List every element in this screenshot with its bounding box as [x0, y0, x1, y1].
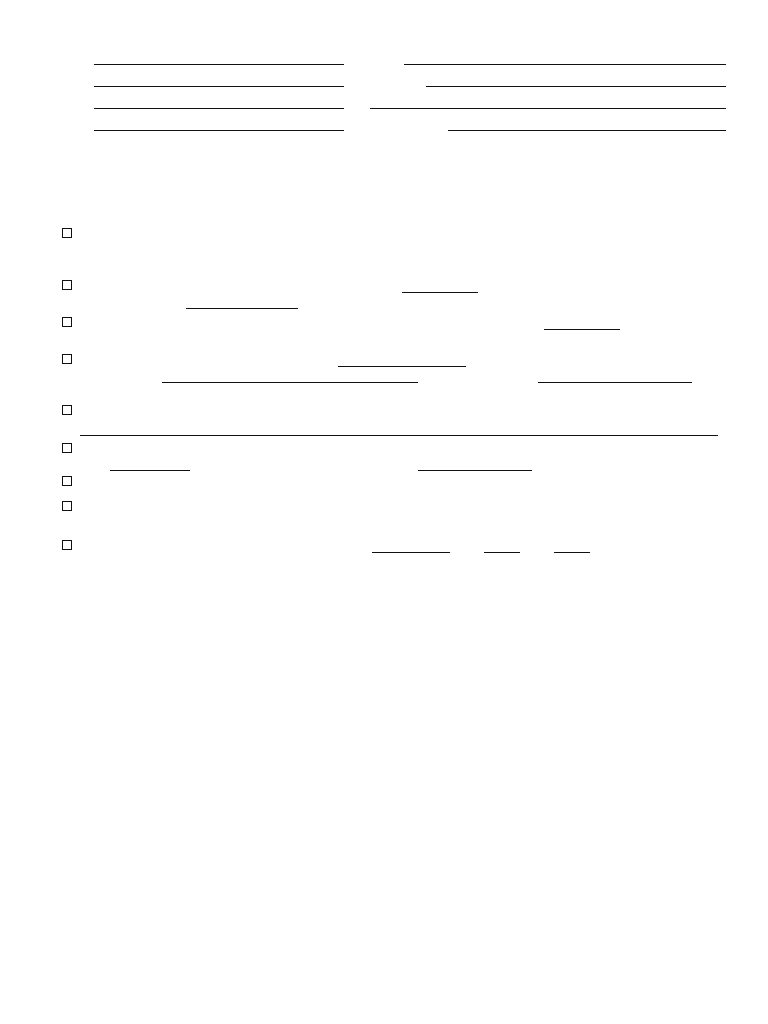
item-1-checkbox[interactable] — [62, 228, 72, 238]
item-3-checkbox[interactable] — [62, 317, 72, 327]
item-6-line-1 — [62, 442, 76, 455]
file-no-field[interactable] — [94, 64, 344, 65]
correspondence-address-field-2[interactable] — [370, 108, 726, 109]
intro-line — [32, 157, 44, 170]
item-2-amount-field[interactable] — [186, 308, 298, 309]
item-5-line-1 — [62, 404, 76, 417]
item-5-details-field[interactable] — [80, 435, 718, 436]
date-field[interactable] — [404, 64, 726, 65]
item-9-checkbox[interactable] — [62, 540, 72, 550]
item-2-year-field[interactable] — [402, 292, 478, 293]
payment-date-field[interactable] — [94, 130, 344, 131]
item-4-checkbox[interactable] — [62, 354, 72, 364]
item-7-line-1 — [62, 475, 76, 488]
marriage-day-field[interactable] — [554, 552, 590, 553]
item-2-checkbox[interactable] — [62, 280, 72, 290]
item-6-checkbox[interactable] — [62, 443, 72, 453]
year-of-assessment-field[interactable] — [94, 86, 344, 87]
item-5-checkbox[interactable] — [62, 405, 72, 415]
item-9-line-1 — [62, 539, 76, 552]
item-6-year-field[interactable] — [110, 470, 190, 471]
item-3-line-1 — [62, 316, 76, 329]
item-3-year-field[interactable] — [544, 329, 620, 330]
item-1 — [62, 227, 76, 240]
header — [32, 16, 42, 35]
item-7-checkbox[interactable] — [62, 476, 72, 486]
item-8-line-1 — [62, 500, 76, 513]
item-4-amount-field[interactable] — [338, 366, 466, 367]
marriage-month-field[interactable] — [484, 552, 520, 553]
correspondence-address-field-1[interactable] — [426, 86, 726, 87]
item-8-checkbox[interactable] — [62, 501, 72, 511]
business-registration-field[interactable] — [538, 382, 692, 383]
item-6-amount-field[interactable] — [418, 470, 532, 471]
item-2-line-1 — [62, 279, 76, 292]
business-name-field[interactable] — [162, 382, 418, 383]
tax-ref-field[interactable] — [94, 108, 344, 109]
marriage-year-field[interactable] — [372, 552, 450, 553]
item-4-line-1 — [62, 353, 76, 366]
daytime-phone-field[interactable] — [448, 130, 726, 131]
